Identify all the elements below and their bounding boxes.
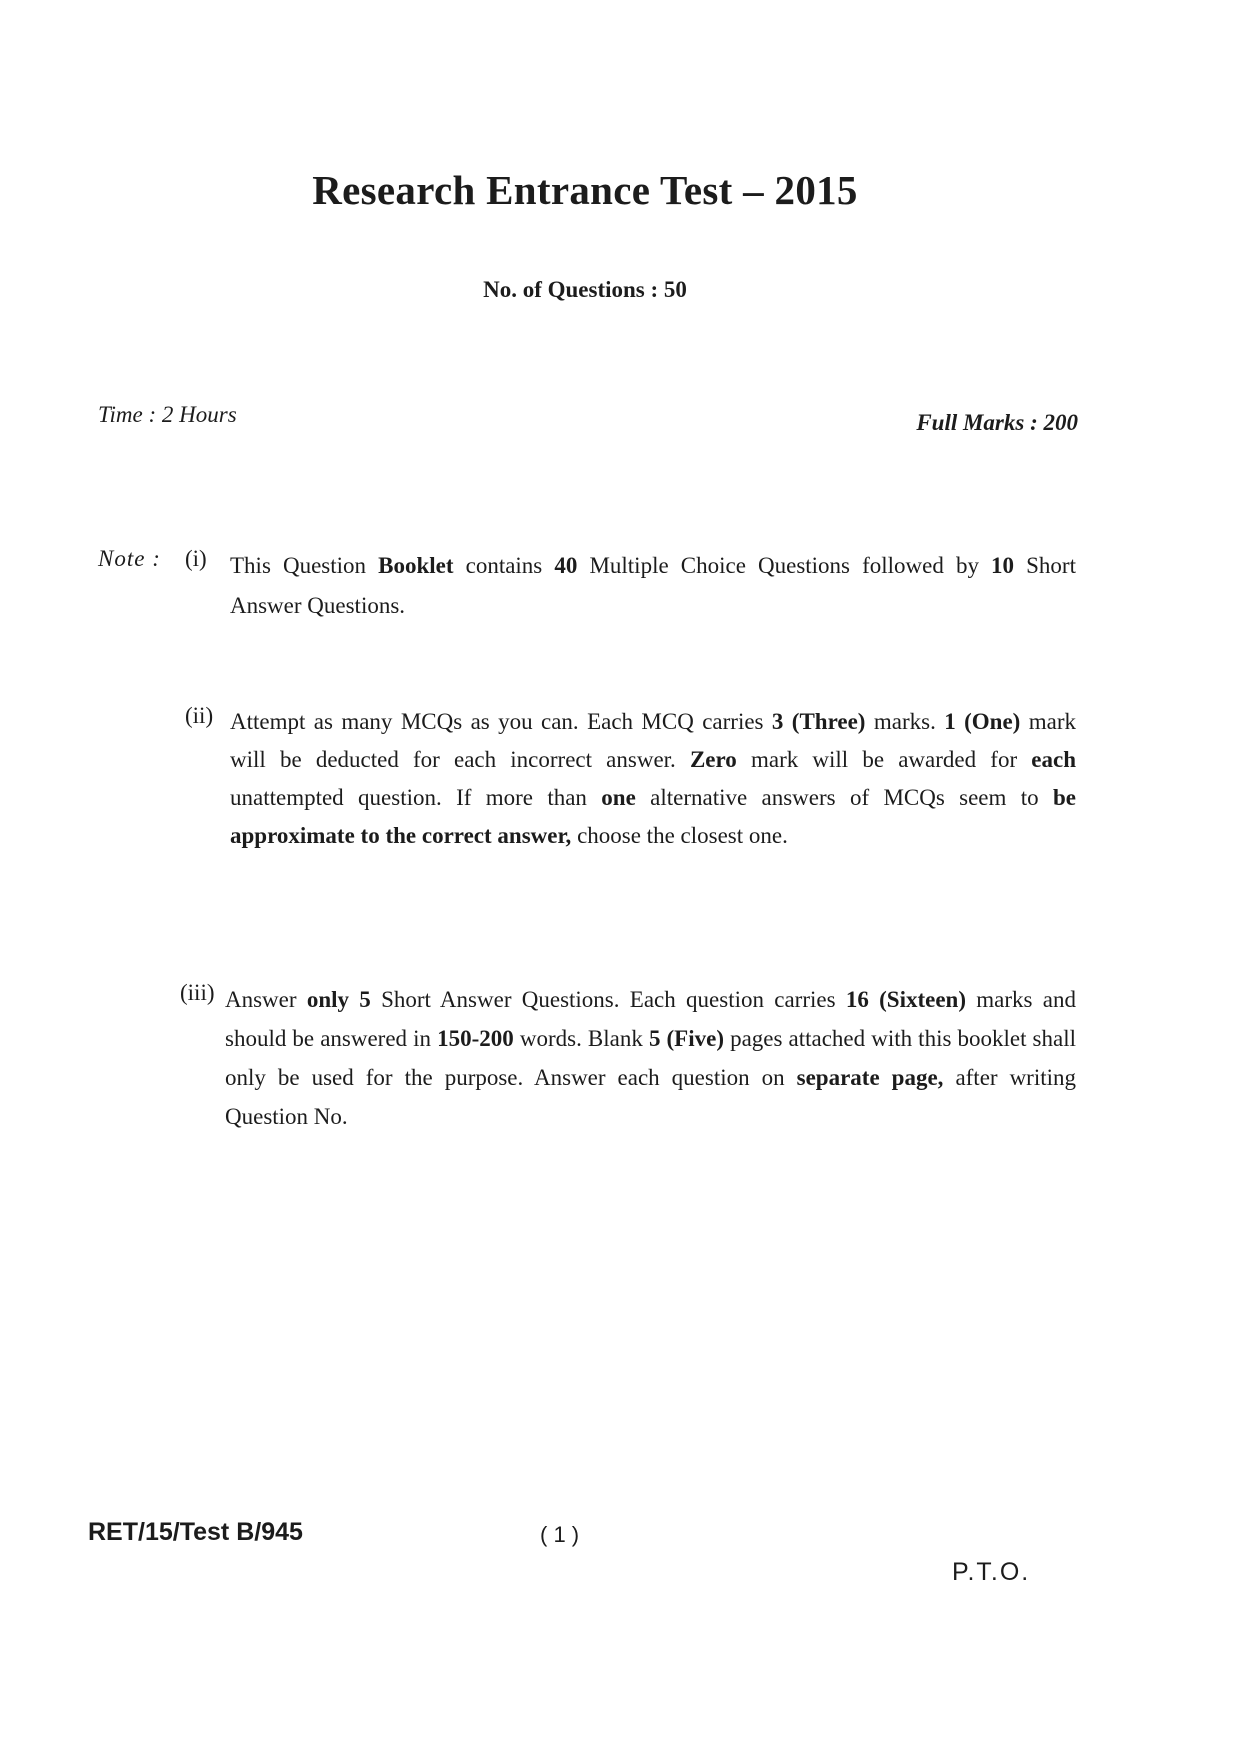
note-3-number: (iii) — [180, 980, 215, 1005]
time-allowed: Time : 2 Hours — [98, 402, 237, 427]
note-label: Note : — [98, 546, 161, 571]
note-2-number: (ii) — [185, 703, 214, 728]
page-title: Research Entrance Test – 2015 — [312, 167, 858, 213]
note-1-number: (i) — [185, 546, 207, 571]
note-3-text: Answer only 5 Short Answer Questions. Each question carries 16 (Sixteen) marks and should be answered in 150-200 words. Blank 5 (Five) pages attached with this booklet shall only be used for the purpose. Answer each question on separate page, after writing Question No. — [225, 987, 1077, 1129]
please-turn-over: P.T.O. — [952, 1558, 1031, 1586]
note-2-text: Attempt as many MCQs as you can. Each MCQ carries 3 (Three) marks. 1 (One) mark will be deducted for each incorrect answer. Zero mark will be awarded for each unattempted question. If more than one alternative answers of MCQs seem to be approximate to the correct answer, choose the closest one. — [230, 709, 1076, 848]
question-count: No. of Questions : 50 — [483, 277, 687, 302]
booklet-code: RET/15/Test B/945 — [88, 1518, 303, 1546]
page-number: ( 1 ) — [540, 1522, 580, 1547]
note-1-text: This Question Booklet contains 40 Multiple Choice Questions followed by 10 Short Answer Questions. — [230, 553, 1076, 618]
full-marks: Full Marks : 200 — [916, 410, 1078, 435]
